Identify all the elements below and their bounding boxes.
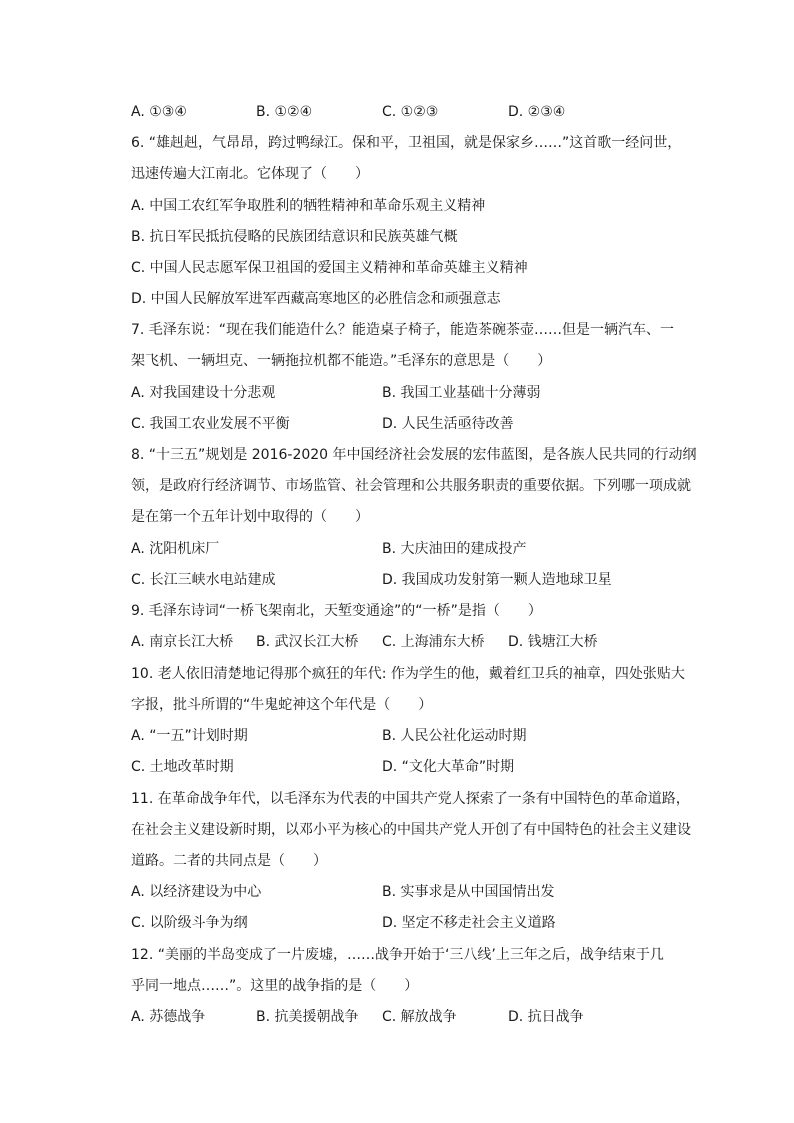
q7-option-a: A. 对我国建设十分悲观: [131, 385, 276, 401]
q9-option-a: A. 南京长江大桥: [131, 634, 234, 650]
q11-stem-line-3: 道路。二者的共同点是（ ）: [131, 853, 327, 869]
q12-option-a: A. 苏德战争: [131, 1009, 206, 1025]
q10-stem-line-1: 10. 老人依旧清楚地记得那个疯狂的年代: 作为学生的他，戴着红卫兵的袖章，四处张贴大: [131, 666, 685, 682]
q10-option-a: A. “一五”计划时期: [131, 728, 248, 744]
q11-option-a: A. 以经济建设为中心: [131, 884, 262, 900]
q11-stem-line-1: 11. 在革命战争年代，以毛泽东为代表的中国共产党人探索了一条有中国特色的革命道路，: [131, 791, 690, 807]
q10-option-d: D. “文化大革命”时期: [382, 759, 515, 775]
q9-option-d: D. 钱塘江大桥: [508, 634, 598, 650]
q8-stem-line-1: 8. “十三五”规划是 2016-2020 年中国经济社会发展的宏伟蓝图，是各族人民共同的行动纲: [131, 447, 697, 463]
q7-option-c: C. 我国工农业发展不平衡: [131, 416, 290, 432]
q6-option-c: C. 中国人民志愿军保卫祖国的爱国主义精神和革命英雄主义精神: [131, 260, 528, 276]
q9-option-b: B. 武汉长江大桥: [256, 634, 359, 650]
q8-option-d: D. 我国成功发射第一颗人造地球卫星: [382, 572, 612, 588]
q7-stem-line-1: 7. 毛泽东说：“现在我们能造什么？能造桌子椅子，能造茶碗茶壶……但是一辆汽车、一: [131, 322, 675, 338]
q10-option-b: B. 人民公社化运动时期: [382, 728, 527, 744]
q8-option-b: B. 大庆油田的建成投产: [382, 541, 527, 557]
q6-stem-line-1: 6. “雄赳赳，气昂昂，跨过鸭绿江。保和平，卫祖国，就是保家乡……”这首歌一经问世，: [131, 135, 682, 151]
q12-option-c: C. 解放战争: [382, 1009, 457, 1025]
q11-option-d: D. 坚定不移走社会主义道路: [382, 915, 556, 931]
q6-stem-line-2: 迅速传遍大江南北。它体现了（ ）: [131, 166, 369, 182]
q8-stem-line-2: 领，是政府行经济调节、市场监管、社会管理和公共服务职责的重要依据。下列哪一项成就: [131, 478, 691, 494]
q6-option-d: D. 中国人民解放军进军西藏高寒地区的必胜信念和顽强意志: [131, 291, 501, 307]
q7-stem-line-2: 架飞机、一辆坦克、一辆拖拉机都不能造。”毛泽东的意思是（ ）: [131, 353, 552, 369]
q8-option-c: C. 长江三峡水电站建成: [131, 572, 276, 588]
q6-option-b: B. 抗日军民抵抗侵略的民族团结意识和民族英雄气概: [131, 229, 458, 245]
q9-stem-line-1: 9. 毛泽东诗词“一桥飞架南北，天堑变通途”的“一桥”是指（ ）: [131, 603, 542, 619]
q11-option-b: B. 实事求是从中国国情出发: [382, 884, 555, 900]
q9-option-c: C. 上海浦东大桥: [382, 634, 485, 650]
q5-option-d: D. ②③④: [508, 104, 566, 120]
q5-option-b: B. ①②④: [256, 104, 313, 120]
q12-option-d: D. 抗日战争: [508, 1009, 584, 1025]
q8-stem-line-3: 是在第一个五年计划中取得的（ ）: [131, 509, 369, 525]
q12-stem-line-2: 乎同一地点……”。这里的战争指的是（ ）: [131, 978, 419, 994]
q5-option-c: C. ①②③: [382, 104, 439, 120]
q12-stem-line-1: 12. “美丽的半岛变成了一片废墟，……战争开始于‘三八线’上三年之后，战争结束于几: [131, 947, 664, 963]
q5-option-a: A. ①③④: [131, 104, 187, 120]
q11-option-c: C. 以阶级斗争为纲: [131, 915, 248, 931]
q6-option-a: A. 中国工农红军争取胜利的牺牲精神和革命乐观主义精神: [131, 198, 486, 214]
q7-option-d: D. 人民生活亟待改善: [382, 416, 514, 432]
q11-stem-line-2: 在社会主义建设新时期，以邓小平为核心的中国共产党人开创了有中国特色的社会主义建设: [131, 822, 691, 838]
q7-option-b: B. 我国工业基础十分薄弱: [382, 385, 541, 401]
q8-option-a: A. 沈阳机床厂: [131, 541, 220, 557]
q10-stem-line-2: 字报，批斗所谓的“牛鬼蛇神这个年代是（ ）: [131, 697, 433, 713]
q10-option-c: C. 土地改革时期: [131, 759, 234, 775]
q12-option-b: B. 抗美援朝战争: [256, 1009, 359, 1025]
